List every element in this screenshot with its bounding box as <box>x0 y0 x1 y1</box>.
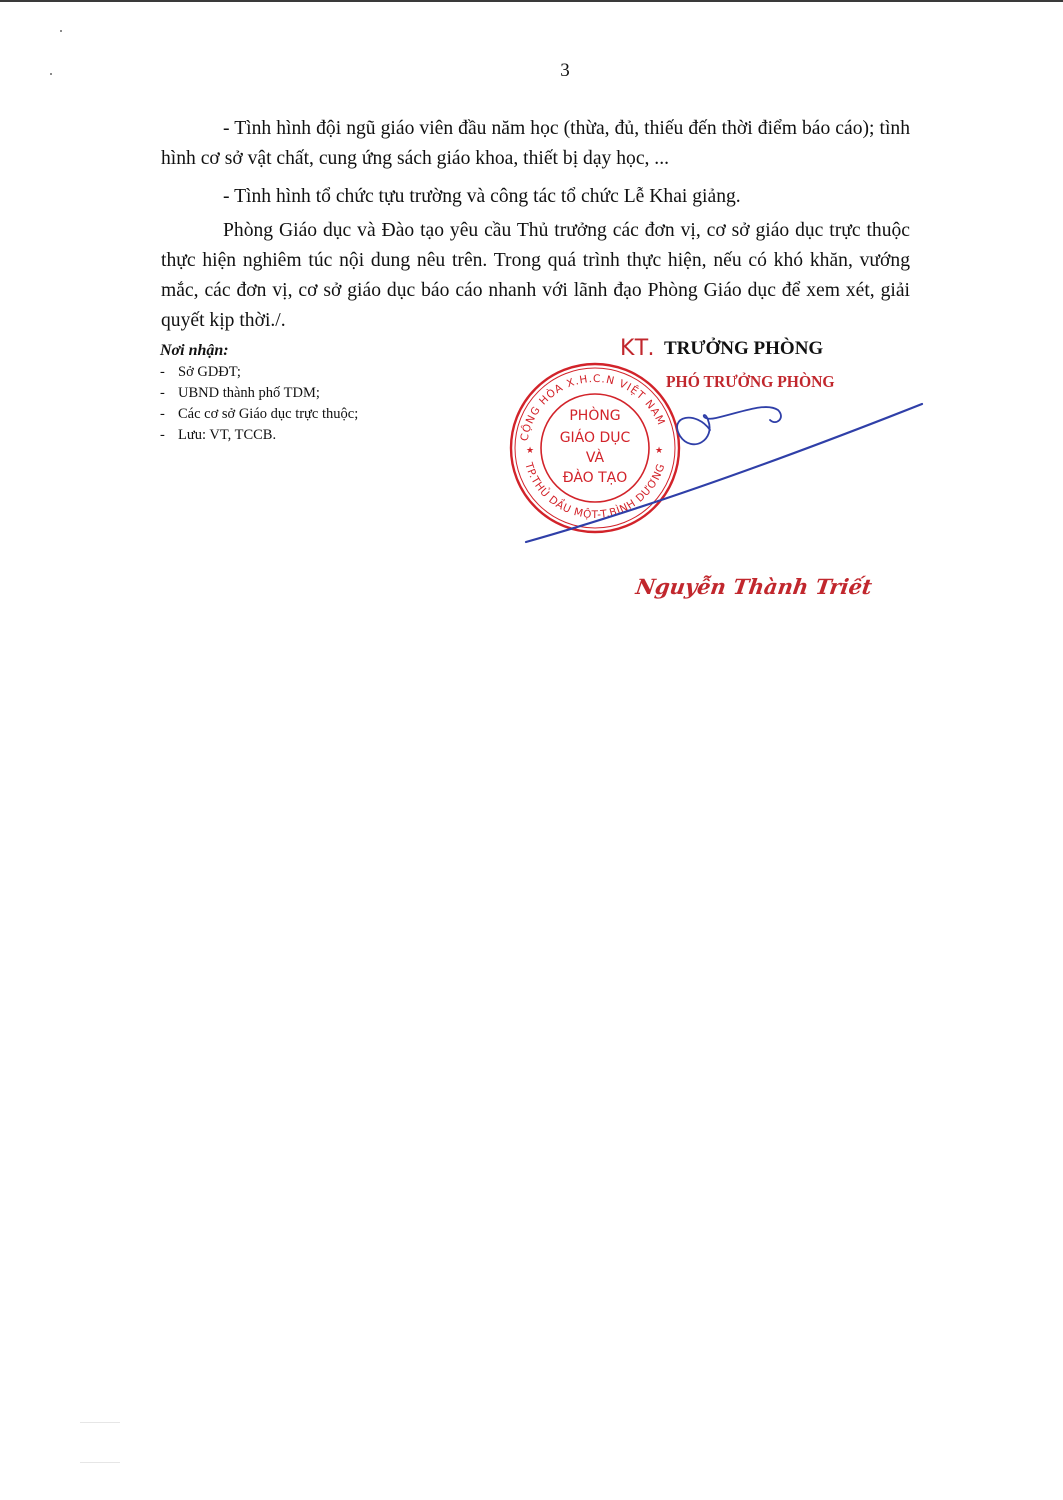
recipients-title: Nơi nhận: <box>160 342 229 359</box>
chief-title: TRƯỞNG PHÒNG <box>664 338 824 359</box>
recipient-item: - UBND thành phố TDM; <box>160 385 320 401</box>
svg-text:VÀ: VÀ <box>585 450 605 466</box>
scan-top-border <box>0 0 1063 2</box>
signer-name: Nguyễn Thành Triết <box>634 574 874 599</box>
paragraph-staff-status: - Tình hình đội ngũ giáo viên đầu năm học (thừa, đủ, thiếu đến thời điểm báo cáo); tình hình cơ sở vật chất, cung ứng sách giáo khoa, thiết bị dạy học, ... <box>161 118 910 169</box>
deputy-title-stamp: PHÓ TRƯỞNG PHÒNG <box>666 372 835 391</box>
svg-text:ĐÀO TẠO: ĐÀO TẠO <box>562 470 628 486</box>
recipient-label: Các cơ sở Giáo dục trực thuộc; <box>178 406 359 422</box>
svg-text:CỘNG HÒA X.H.C.N VIỆT NAM: CỘNG HÒA X.H.C.N VIỆT NAM <box>518 372 668 443</box>
scan-artifact <box>80 1462 120 1463</box>
kt-handwritten-mark: KT. <box>620 336 657 361</box>
svg-text:★: ★ <box>526 446 535 456</box>
svg-text:GIÁO DỤC: GIÁO DỤC <box>559 430 631 446</box>
svg-text:PHÒNG: PHÒNG <box>569 408 621 424</box>
scan-artifact <box>80 1422 120 1423</box>
recipient-label: Sở GDĐT; <box>178 364 241 380</box>
recipient-item: - Các cơ sở Giáo dục trực thuộc; <box>160 406 359 422</box>
recipient-item: - Sở GDĐT; <box>160 364 241 380</box>
page-number: 3 <box>560 60 570 81</box>
recipients-block <box>160 340 500 446</box>
recipients-list <box>160 362 500 446</box>
svg-text:★: ★ <box>655 446 664 456</box>
paragraph-opening-ceremony: - Tình hình tổ chức tựu trường và công tác tổ chức Lễ Khai giảng. <box>223 186 741 207</box>
svg-text:TP.THỦ DẦU MỘT-T.BÌNH DƯƠNG: TP.THỦ DẦU MỘT-T.BÌNH DƯƠNG <box>522 461 668 522</box>
recipient-label: Lưu: VT, TCCB. <box>178 427 277 443</box>
scan-speck <box>60 30 62 32</box>
handwritten-signature <box>520 400 930 550</box>
recipient-item: - Lưu: VT, TCCB. <box>160 427 277 443</box>
recipient-label: UBND thành phố TDM; <box>178 385 320 401</box>
paragraph-closing: Phòng Giáo dục và Đào tạo yêu cầu Thủ trưởng các đơn vị, cơ sở giáo dục trực thuộc thực hiện nghiêm túc nội dung nêu trên. Trong quá trình thực hiện, nếu có khó khăn, vướng mắc, các đơn vị, cơ sở giáo dục báo cáo nhanh với lãnh đạo Phòng Giáo dục để xem xét, giải quyết kịp thời./. <box>161 220 910 331</box>
